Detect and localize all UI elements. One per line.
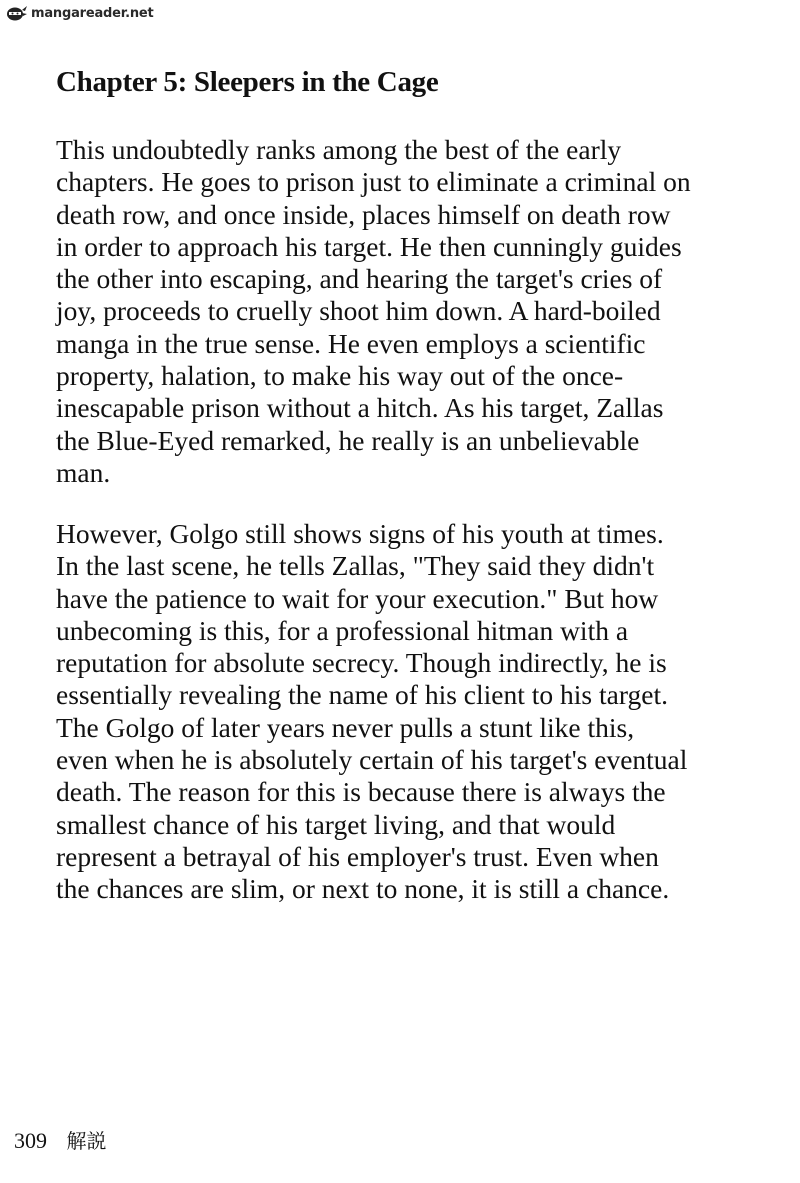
text-line: death row, and once inside, places himself on death row	[56, 198, 671, 230]
text-line: the Blue-Eyed remarked, he really is an unbelievable	[56, 424, 640, 456]
ninja-logo-icon	[4, 4, 28, 22]
text-line: property, halation, to make his way out of the once-	[56, 360, 624, 392]
text-line: in order to approach his target. He then cunningly guides	[56, 230, 682, 262]
text-line: smallest chance of his target living, and that would	[56, 808, 616, 840]
text-line: reputation for absolute secrecy. Though indirectly, he is	[56, 647, 667, 679]
page-footer	[14, 1125, 107, 1154]
text-line: joy, proceeds to cruelly shoot him down. A hard-boiled	[56, 295, 661, 327]
section-label: 解説	[66, 1129, 107, 1153]
paragraph	[56, 134, 691, 489]
page-number: 309	[14, 1128, 47, 1153]
text-line: However, Golgo still shows signs of his youth at times.	[56, 518, 664, 549]
text-line: represent a betrayal of his employer's trust. Even when	[56, 840, 659, 872]
text-line: This undoubtedly ranks among the best of the early	[56, 134, 622, 165]
text-line: The Golgo of later years never pulls a stunt like this,	[56, 711, 635, 743]
text-line: the other into escaping, and hearing the target's cries of	[56, 263, 663, 295]
text-line: unbecoming is this, for a professional hitman with a	[56, 614, 629, 646]
text-line: even when he is absolutely certain of his target's eventual	[56, 744, 688, 776]
paragraph	[56, 518, 687, 906]
text-line: manga in the true sense. He even employs a scientific	[56, 327, 646, 359]
text-line: the chances are slim, or next to none, it is still a chance.	[56, 873, 670, 905]
text-line: essentially revealing the name of his client to his target.	[56, 679, 668, 711]
text-line: have the patience to wait for your execution." But how	[56, 582, 659, 614]
text-line: In the last scene, he tells Zallas, "They said they didn't	[56, 550, 655, 582]
watermark-text: mangareader.net	[31, 5, 154, 21]
text-line: inescapable prison without a hitch. As his target, Zallas	[56, 392, 664, 424]
chapter-title: Chapter 5: Sleepers in the Cage	[56, 66, 439, 98]
text-line: death. The reason for this is because there is always the	[56, 776, 666, 808]
watermark	[4, 4, 154, 22]
text-line: chapters. He goes to prison just to eliminate a criminal on	[56, 166, 691, 198]
text-line: man.	[56, 456, 111, 488]
